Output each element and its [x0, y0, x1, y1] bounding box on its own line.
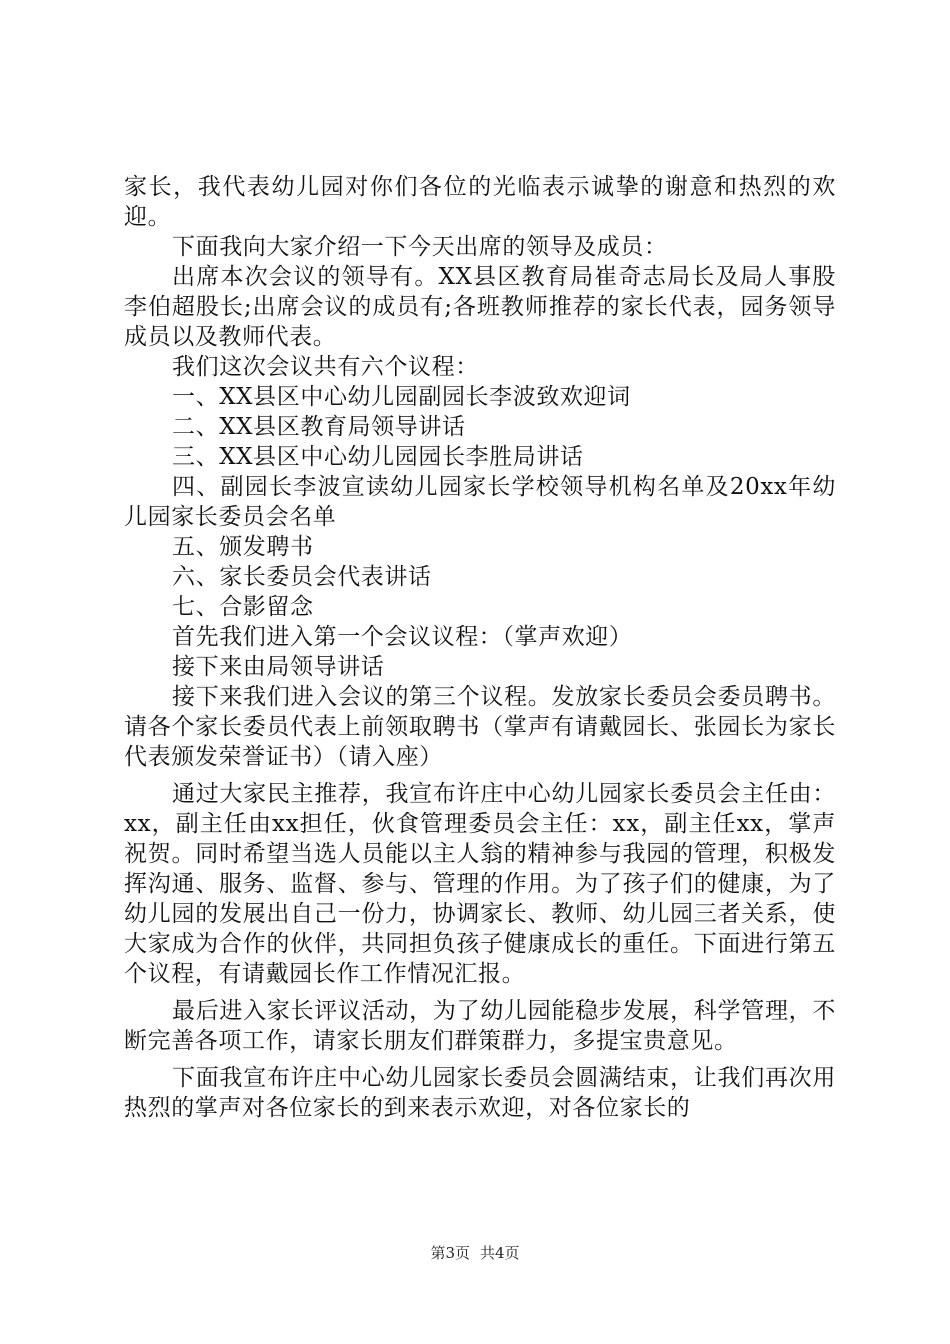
- paragraph: 下面我向大家介绍一下今天出席的领导及成员：: [172, 234, 668, 260]
- agenda-item: 一、XX县区中心幼儿园副园长李波致欢迎词: [172, 384, 631, 410]
- paragraph: 下面我宣布许庄中心幼儿园家长委员会圆满结束，让我们再次用热烈的掌声对各位家长的到来表示欢迎，对各位家长的: [124, 1065, 836, 1121]
- paragraph: 接下来由局领导讲话: [172, 654, 385, 680]
- paragraph: 我们这次会议共有六个议程：: [172, 354, 479, 380]
- agenda-item: 二、XX县区教育局领导讲话: [172, 414, 466, 440]
- agenda-item: 六、家长委员会代表讲话: [172, 564, 432, 590]
- document-body: [124, 172, 836, 1123]
- agenda-item: 四、副园长李波宣读幼儿园家长学校领导机构名单及20xx年幼儿园家长委员会名单: [124, 474, 836, 530]
- paragraph: 家长，我代表幼儿园对你们各位的光临表示诚挚的谢意和热烈的欢迎。: [124, 174, 836, 230]
- paragraph: 出席本次会议的领导有。XX县区教育局崔奇志局长及局人事股李伯超股长;出席会议的成员有;各班教师推荐的家长代表，园务领导成员以及教师代表。: [124, 264, 836, 350]
- agenda-item: 七、合影留念: [172, 594, 314, 620]
- page-number: 第3页: [430, 1244, 470, 1262]
- agenda-item: 五、颁发聘书: [172, 534, 314, 560]
- paragraph: 通过大家民主推荐，我宣布许庄中心幼儿园家长委员会主任由：xx，副主任由xx担任，伙食管理委员会主任：xx，副主任xx，掌声祝贺。同时希望当选人员能以主人翁的精神参与我园的管理，积极发挥沟通、服务、监督、参与、管理的作用。为了孩子们的健康，为了幼儿园的发展出自己一份力，协调家长、教师、幼儿园三者关系，使大家成为合作的伙伴，共同担负孩子健康成长的重任。下面进行第五个议程，有请戴园长作工作情况汇报。: [124, 781, 836, 987]
- paragraph: 首先我们进入第一个会议议程：（掌声欢迎）: [172, 624, 633, 650]
- paragraph: 接下来我们进入会议的第三个议程。发放家长委员会委员聘书。请各个家长委员代表上前领取聘书（掌声有请戴园长、张园长为家长代表颁发荣誉证书）（请入座）: [124, 684, 836, 770]
- agenda-item: 三、XX县区中心幼儿园园长李胜局讲话: [172, 444, 584, 470]
- paragraph: 最后进入家长评议活动，为了幼儿园能稳步发展，科学管理，不断完善各项工作，请家长朋友们群策群力，多提宝贵意见。: [124, 998, 836, 1054]
- page-footer: [0, 1243, 950, 1263]
- page-total: 共4页: [480, 1244, 520, 1262]
